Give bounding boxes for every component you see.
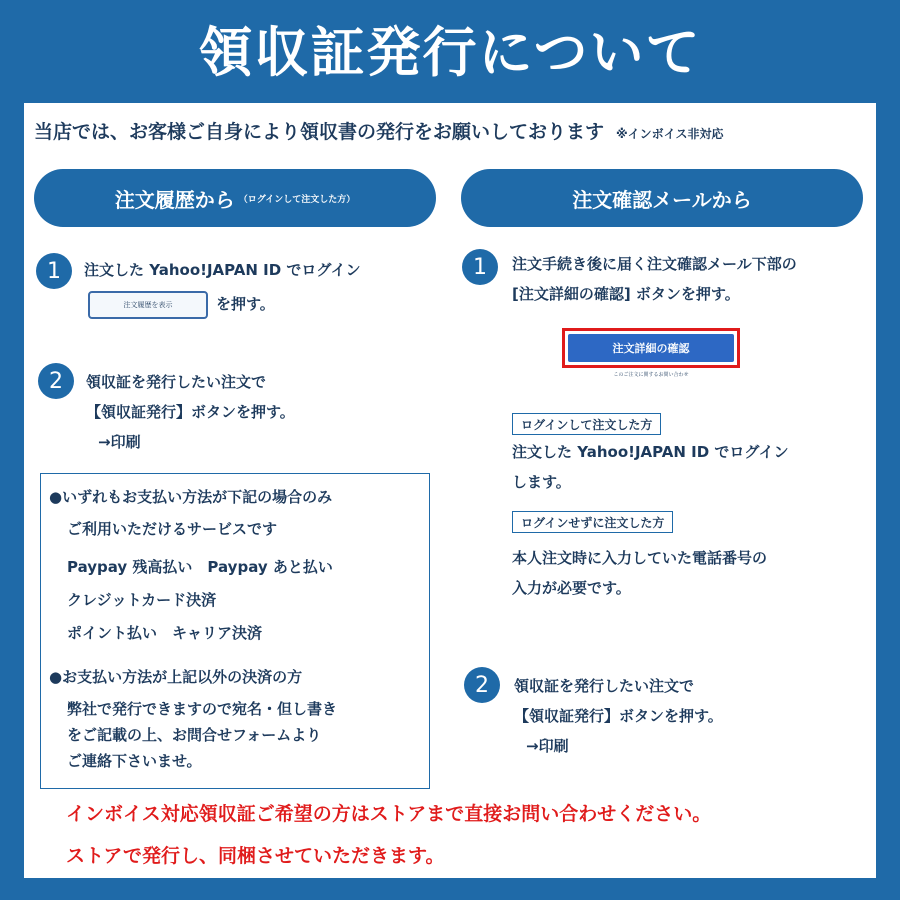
right-step2-line3: →印刷	[526, 737, 569, 755]
box-line-6: をご記載の上、お問合せフォームより	[67, 726, 322, 744]
payment-info-box	[40, 473, 430, 789]
logged-in-text	[512, 437, 789, 497]
left-step2-line2: 【領収証発行】ボタンを押す。	[86, 403, 295, 421]
right-step2-line1: 領収証を発行したい注文で	[514, 677, 695, 695]
order-history-subtitle: （ログインして注文した方）	[238, 194, 356, 205]
intro-main: 当店では、お客様ご自身により領収書の発行をお願いしております	[34, 121, 605, 143]
guest-text	[512, 543, 767, 603]
right-step1-number: 1	[462, 249, 498, 285]
box-heading-1: ●いずれもお支払い方法が下記の場合のみ	[49, 488, 333, 506]
intro-text	[34, 117, 874, 144]
order-email-header	[461, 169, 863, 227]
left-step2-number: 2	[38, 363, 74, 399]
invoice-notice-line2: ストアで発行し、同梱させていただきます。	[66, 845, 445, 867]
page-title: 領収証発行について	[198, 21, 702, 84]
order-history-button[interactable]: 注文履歴を表示	[88, 291, 208, 319]
left-step1-line2: を押す。	[216, 295, 275, 313]
inquiry-link[interactable]: このご注文に関するお問い合わせ	[613, 372, 689, 378]
box-line-5: 弊社で発行できますので宛名・但し書き	[67, 700, 338, 718]
logged-in-line2: します。	[512, 473, 571, 491]
box-heading-2: ●お支払い方法が上記以外の決済の方	[49, 668, 303, 686]
left-step2-text	[86, 367, 295, 457]
guest-line2: 入力が必要です。	[512, 579, 631, 597]
order-details-button[interactable]: 注文詳細の確認	[568, 334, 734, 362]
order-email-title: 注文確認メールから	[572, 187, 752, 212]
guest-line1: 本人注文時に入力していた電話番号の	[512, 549, 768, 567]
confirm-button-highlight	[562, 328, 740, 368]
logged-in-line1: 注文した Yahoo!JAPAN ID でログイン	[512, 443, 789, 461]
box-line-1: ご利用いただけるサービスです	[67, 520, 278, 538]
content-panel	[24, 103, 876, 878]
box-line-7: ご連絡下さいませ。	[67, 752, 202, 770]
logged-in-tag: ログインして注文した方	[512, 413, 661, 435]
intro-note: ※インボイス非対応	[616, 127, 724, 141]
left-step1-number: 1	[36, 253, 72, 289]
right-step1-line2: [注文詳細の確認] ボタンを押す。	[512, 285, 740, 303]
left-step1-line1: 注文した Yahoo!JAPAN ID でログイン	[84, 261, 361, 279]
right-step2-line2: 【領収証発行】ボタンを押す。	[514, 707, 723, 725]
right-step1-line1: 注文手続き後に届く注文確認メール下部の	[512, 255, 797, 273]
left-step2-line3: →印刷	[98, 433, 141, 451]
box-line-4: ポイント払い キャリア決済	[67, 624, 263, 642]
order-history-header	[34, 169, 436, 227]
box-line-3: クレジットカード決済	[67, 591, 217, 609]
left-step2-line1: 領収証を発行したい注文で	[86, 373, 267, 391]
right-step2-text	[514, 671, 723, 761]
right-step1-text	[512, 249, 797, 309]
invoice-notice-line1: インボイス対応領収証ご希望の方はストアまで直接お問い合わせください。	[66, 803, 712, 825]
order-history-title: 注文履歴から	[114, 187, 235, 212]
box-line-2: Paypay 残高払い Paypay あと払い	[67, 558, 333, 576]
guest-tag: ログインせずに注文した方	[512, 511, 673, 533]
right-step2-number: 2	[464, 667, 500, 703]
